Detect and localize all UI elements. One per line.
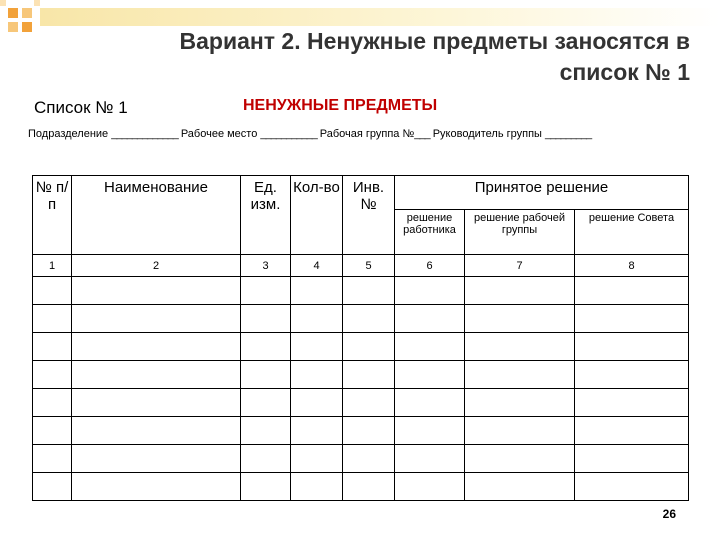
- table-cell: [465, 417, 575, 445]
- table-cell: [241, 333, 291, 361]
- page-number: 26: [662, 507, 676, 521]
- table-cell: [33, 361, 72, 389]
- column-number: 7: [465, 255, 575, 277]
- column-number: 6: [395, 255, 465, 277]
- table-cell: [241, 361, 291, 389]
- table-cell: [395, 277, 465, 305]
- table-cell: [72, 305, 241, 333]
- table-cell: [291, 417, 343, 445]
- title-line-2: список № 1: [559, 59, 690, 86]
- col-header-decision: Принятое решение: [395, 176, 689, 210]
- table-cell: [72, 277, 241, 305]
- table-row: [33, 389, 689, 417]
- table-cell: [343, 473, 395, 501]
- table-cell: [241, 417, 291, 445]
- table-cell: [395, 473, 465, 501]
- column-number-row: [33, 255, 689, 277]
- table-row: [33, 445, 689, 473]
- list-label: Список № 1: [34, 98, 128, 117]
- table-cell: [241, 445, 291, 473]
- header-bar: [40, 8, 720, 26]
- table-cell: [575, 277, 689, 305]
- slide-title: [90, 26, 690, 88]
- deco-square: [22, 8, 32, 18]
- col-header-qty: Кол-во: [291, 176, 343, 255]
- col-header-name: Наименование: [72, 176, 241, 255]
- table-row: [33, 361, 689, 389]
- table-cell: [33, 389, 72, 417]
- table-cell: [241, 305, 291, 333]
- table-cell: [33, 333, 72, 361]
- form-info-line: [28, 128, 591, 140]
- table-cell: [291, 445, 343, 473]
- unneeded-items-heading: НЕНУЖНЫЕ ПРЕДМЕТЫ: [243, 97, 438, 114]
- table-cell: [291, 473, 343, 501]
- table-cell: [241, 277, 291, 305]
- col-header-decision-group: решение рабочей группы: [465, 210, 575, 255]
- table-cell: [343, 305, 395, 333]
- table-cell: [343, 361, 395, 389]
- items-table: [32, 175, 689, 501]
- table-cell: [33, 277, 72, 305]
- col-header-unit: Ед. изм.: [241, 176, 291, 255]
- col-header-decision-worker: решение работника: [395, 210, 465, 255]
- table-cell: [72, 333, 241, 361]
- table-cell: [465, 445, 575, 473]
- table-cell: [575, 445, 689, 473]
- workgroup-label: Рабочая группа №: [319, 128, 415, 140]
- table-cell: [465, 361, 575, 389]
- table-cell: [343, 445, 395, 473]
- table-cell: [465, 473, 575, 501]
- table-cell: [291, 277, 343, 305]
- table-cell: [575, 361, 689, 389]
- table-cell: [72, 445, 241, 473]
- table-cell: [291, 389, 343, 417]
- deco-square: [8, 22, 18, 32]
- table-row: [33, 417, 689, 445]
- table-cell: [395, 389, 465, 417]
- table-cell: [465, 333, 575, 361]
- col-header-inv: Инв. №: [343, 176, 395, 255]
- column-number: 4: [291, 255, 343, 277]
- col-header-num: № п/п: [33, 176, 72, 255]
- table-cell: [395, 305, 465, 333]
- column-number: 1: [33, 255, 72, 277]
- table-cell: [343, 277, 395, 305]
- deco-square: [22, 22, 32, 32]
- table-cell: [343, 333, 395, 361]
- table-cell: [395, 445, 465, 473]
- table-cell: [291, 333, 343, 361]
- table-cell: [465, 277, 575, 305]
- workgroup-blank: ___: [414, 128, 430, 140]
- table-cell: [72, 417, 241, 445]
- table-cell: [575, 333, 689, 361]
- workplace-blank: ___________: [260, 128, 317, 140]
- empty-rows: [33, 277, 689, 501]
- table-cell: [33, 417, 72, 445]
- column-number: 8: [575, 255, 689, 277]
- table-cell: [465, 305, 575, 333]
- table-row: [33, 333, 689, 361]
- table-cell: [291, 361, 343, 389]
- deco-square: [8, 8, 18, 18]
- table-cell: [291, 305, 343, 333]
- col-header-decision-council: решение Совета: [575, 210, 689, 255]
- table-cell: [395, 333, 465, 361]
- table-cell: [33, 305, 72, 333]
- table-cell: [241, 389, 291, 417]
- table-cell: [395, 361, 465, 389]
- table-cell: [575, 389, 689, 417]
- column-number: 3: [241, 255, 291, 277]
- table-cell: [72, 389, 241, 417]
- header-row: [33, 176, 689, 210]
- table-cell: [72, 473, 241, 501]
- table-cell: [241, 473, 291, 501]
- table-cell: [575, 417, 689, 445]
- department-label: Подразделение: [28, 128, 109, 140]
- column-number: 2: [72, 255, 241, 277]
- table-cell: [465, 389, 575, 417]
- table-row: [33, 277, 689, 305]
- leader-blank: _________: [545, 128, 592, 140]
- table-row: [33, 473, 689, 501]
- table-cell: [575, 305, 689, 333]
- workplace-label: Рабочее место: [180, 128, 258, 140]
- table-cell: [33, 445, 72, 473]
- table-cell: [343, 389, 395, 417]
- deco-square: [34, 0, 40, 6]
- table-cell: [575, 473, 689, 501]
- column-number: 5: [343, 255, 395, 277]
- table-cell: [395, 417, 465, 445]
- department-blank: _____________: [111, 128, 178, 140]
- table-cell: [33, 473, 72, 501]
- table-cell: [72, 361, 241, 389]
- leader-label: Руководитель группы: [432, 128, 542, 140]
- deco-square: [0, 0, 6, 6]
- title-line-1: Вариант 2. Ненужные предметы заносятся в: [179, 28, 690, 54]
- table-cell: [343, 417, 395, 445]
- table-row: [33, 305, 689, 333]
